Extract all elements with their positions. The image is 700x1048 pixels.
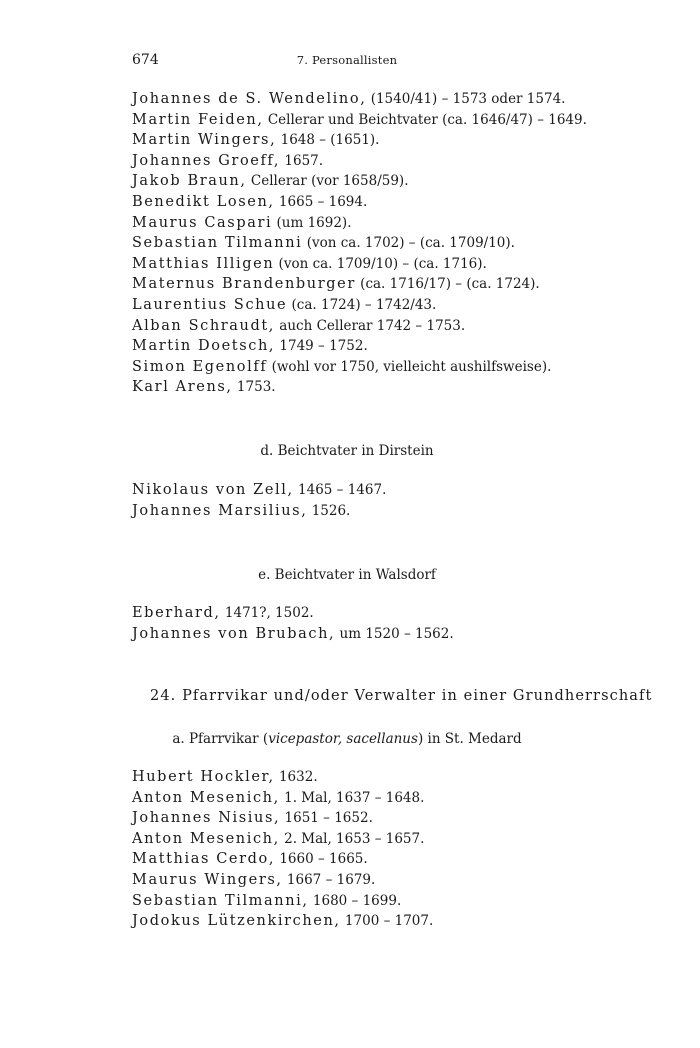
entry-detail: 1465 – 1467. bbox=[293, 482, 387, 498]
entry-name: Martin Feiden, bbox=[132, 111, 264, 128]
entry-detail: 1660 – 1665. bbox=[275, 851, 368, 868]
entry-detail: (wohl vor 1750, vielleicht aushilfsweise). bbox=[267, 358, 552, 375]
list-entry bbox=[132, 480, 386, 501]
entry-name: Sebastian Tilmanni bbox=[132, 235, 303, 252]
list-entry bbox=[132, 316, 587, 337]
list-entry bbox=[132, 192, 587, 213]
entry-detail: 1651 – 1652. bbox=[280, 810, 373, 827]
list-entry bbox=[132, 829, 433, 850]
list-confessors-walsdorf bbox=[132, 603, 454, 644]
list-vicars-st-medard bbox=[132, 767, 433, 932]
entry-detail: um 1520 – 1562. bbox=[335, 625, 454, 642]
page-number: 674 bbox=[132, 52, 159, 68]
entry-name: Karl Arens, bbox=[132, 379, 233, 396]
heading-24a-suffix: ) in St. Medard bbox=[417, 731, 522, 747]
entry-detail: Cellerar und Beichtvater (ca. 1646/47) – 1649. bbox=[263, 111, 587, 128]
entry-detail: Cellerar (vor 1658/59). bbox=[246, 173, 409, 190]
entry-name: Sebastian Tilmanni, bbox=[132, 892, 309, 909]
entry-detail: auch Cellerar 1742 – 1753. bbox=[275, 317, 466, 334]
section-heading-24: 24. Pfarrvikar und/oder Verwalter in einer Grundherrschaft bbox=[150, 688, 653, 704]
page-header bbox=[132, 50, 562, 70]
list-entry bbox=[132, 624, 454, 645]
list-entry bbox=[132, 336, 587, 357]
list-entry bbox=[132, 767, 433, 788]
subsection-heading-24a bbox=[132, 729, 562, 749]
list-entry bbox=[132, 110, 587, 131]
entry-detail: (von ca. 1709/10) – (ca. 1716). bbox=[274, 255, 487, 272]
entry-name: Eberhard, bbox=[132, 605, 221, 621]
entry-detail: 1667 – 1679. bbox=[282, 871, 376, 888]
entry-detail: 1632. bbox=[274, 769, 318, 785]
entry-detail: (ca. 1716/17) – (ca. 1724). bbox=[355, 276, 540, 293]
entry-name: Martin Doetsch, bbox=[132, 338, 276, 355]
entry-name: Johannes Marsilius, bbox=[132, 502, 308, 519]
entry-detail: 1665 – 1694. bbox=[274, 193, 368, 210]
list-entry bbox=[132, 603, 454, 624]
entry-name: Hubert Hockler, bbox=[132, 769, 275, 785]
list-entry bbox=[132, 357, 587, 378]
list-entry bbox=[132, 151, 587, 172]
entry-name: Maurus Caspari bbox=[132, 214, 273, 231]
entry-name: Maurus Wingers, bbox=[132, 871, 283, 888]
entry-name: Matthias Illigen bbox=[132, 255, 275, 272]
entry-detail: (von ca. 1702) – (ca. 1709/10). bbox=[302, 235, 515, 252]
list-entry bbox=[132, 849, 433, 870]
list-confessors-dirstein bbox=[132, 480, 386, 521]
list-entry bbox=[132, 171, 587, 192]
subsection-heading-d: d. Beichtvater in Dirstein bbox=[260, 443, 434, 459]
entry-name: Laurentius Schue bbox=[132, 296, 288, 313]
entry-name: Nikolaus von Zell, bbox=[132, 482, 294, 498]
entry-name: Matthias Cerdo, bbox=[132, 851, 276, 868]
entry-detail: 1526. bbox=[307, 502, 351, 519]
list-entry bbox=[132, 233, 587, 254]
subsection-heading-e: e. Beichtvater in Walsdorf bbox=[258, 567, 436, 583]
entry-name: Johannes Nisius, bbox=[132, 810, 281, 827]
running-head: 7. Personallisten bbox=[296, 53, 398, 67]
entry-name: Jakob Braun, bbox=[132, 173, 247, 190]
list-confessors-section-c bbox=[132, 89, 587, 398]
heading-24a-latin: vicepastor, sacellanus bbox=[268, 731, 418, 747]
entry-detail: 2. Mal, 1653 – 1657. bbox=[279, 830, 425, 847]
list-entry bbox=[132, 870, 433, 891]
list-entry bbox=[132, 213, 587, 234]
entry-name: Johannes Groeff, bbox=[132, 152, 281, 169]
list-entry bbox=[132, 501, 386, 522]
entry-name: Jodokus Lützenkirchen, bbox=[132, 913, 341, 930]
entry-name: Alban Schraudt, bbox=[132, 317, 276, 334]
list-entry bbox=[132, 891, 433, 912]
list-entry bbox=[132, 788, 433, 809]
entry-detail: (um 1692). bbox=[272, 214, 352, 231]
entry-detail: 1700 – 1707. bbox=[340, 913, 434, 930]
entry-name: Martin Wingers, bbox=[132, 132, 277, 149]
entry-name: Maternus Brandenburger bbox=[132, 276, 356, 293]
entry-name: Anton Mesenich, bbox=[132, 789, 280, 806]
entry-detail: (1540/41) – 1573 oder 1574. bbox=[366, 91, 566, 107]
list-entry bbox=[132, 130, 587, 151]
entry-detail: (ca. 1724) – 1742/43. bbox=[287, 296, 437, 313]
entry-name: Simon Egenolff bbox=[132, 358, 268, 375]
entry-name: Johannes von Brubach, bbox=[132, 625, 336, 642]
list-entry bbox=[132, 808, 433, 829]
heading-24a-prefix: a. Pfarrvikar ( bbox=[172, 731, 269, 747]
entry-detail: 1. Mal, 1637 – 1648. bbox=[279, 789, 425, 806]
list-entry bbox=[132, 89, 587, 110]
entry-detail: 1753. bbox=[232, 379, 276, 396]
list-entry bbox=[132, 295, 587, 316]
entry-detail: 1749 – 1752. bbox=[275, 338, 368, 355]
list-entry bbox=[132, 254, 587, 275]
entry-name: Benedikt Losen, bbox=[132, 193, 275, 210]
entry-name: Anton Mesenich, bbox=[132, 830, 280, 847]
list-entry bbox=[132, 377, 587, 398]
list-entry bbox=[132, 274, 587, 295]
entry-detail: 1657. bbox=[280, 152, 324, 169]
entry-name: Johannes de S. Wendelino, bbox=[132, 91, 367, 107]
entry-detail: 1648 – (1651). bbox=[276, 132, 380, 149]
entry-detail: 1471?, 1502. bbox=[220, 605, 314, 621]
list-entry bbox=[132, 911, 433, 932]
entry-detail: 1680 – 1699. bbox=[308, 892, 402, 909]
